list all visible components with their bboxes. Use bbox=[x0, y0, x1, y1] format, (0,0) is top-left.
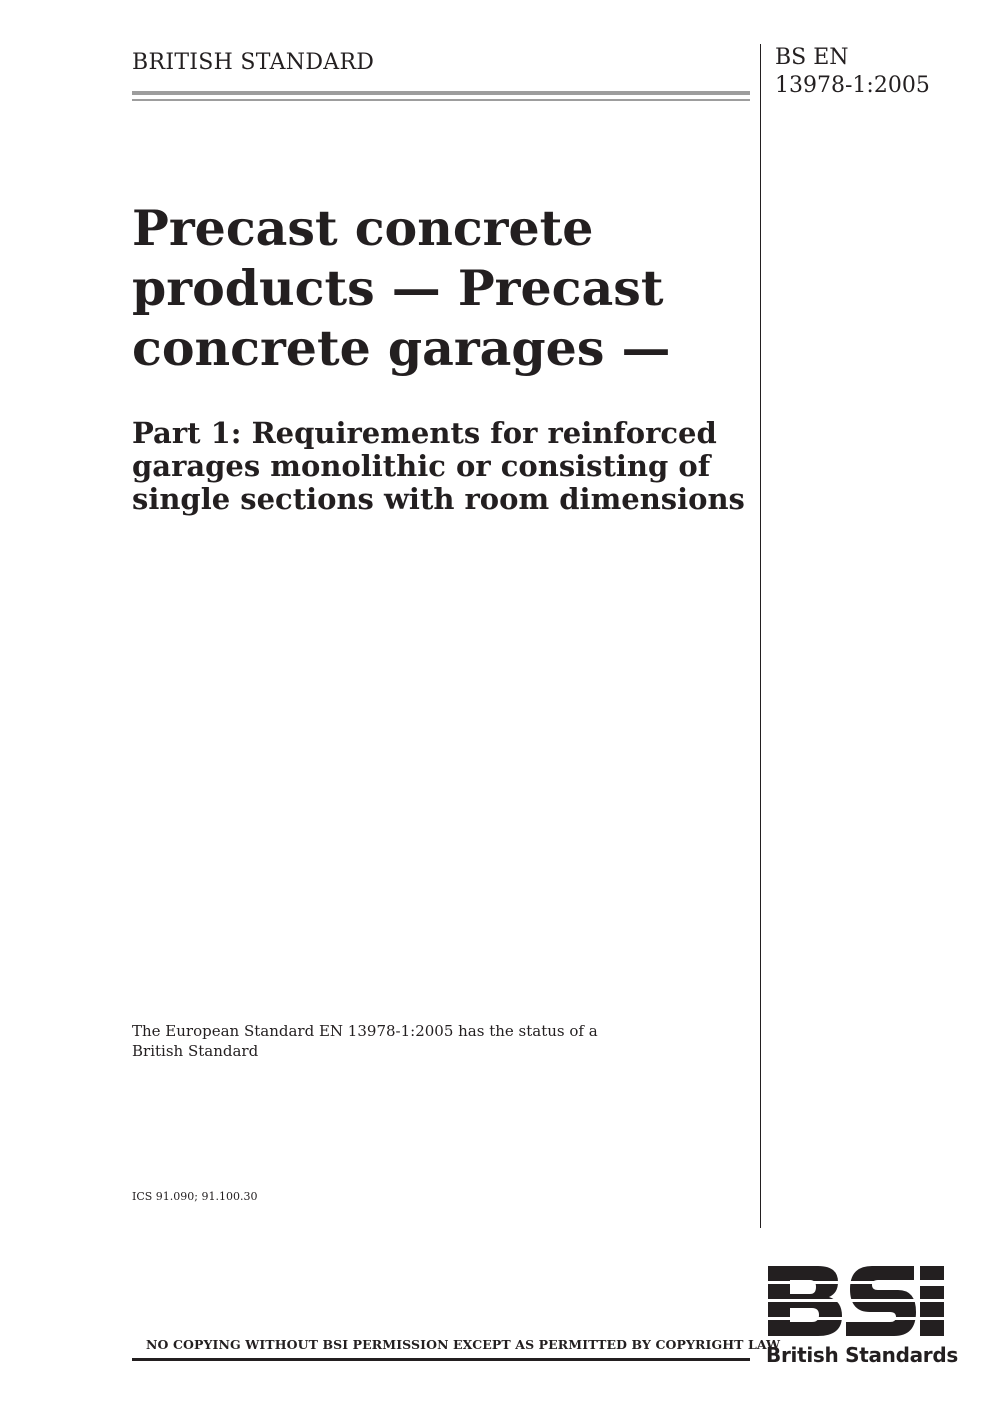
ics-code: ICS 91.090; 91.100.30 bbox=[132, 1190, 258, 1203]
status-note-line-1: The European Standard EN 13978-1:2005 has the status of a bbox=[132, 1022, 598, 1040]
standard-number-line-1: BS EN bbox=[775, 45, 849, 70]
status-note bbox=[132, 1021, 598, 1061]
part-title-line-1: Part 1: Requirements for reinforced bbox=[132, 416, 717, 450]
header-rule-thick bbox=[132, 91, 750, 95]
vertical-divider bbox=[760, 44, 761, 1228]
part-title bbox=[132, 417, 745, 516]
standard-number bbox=[775, 44, 930, 100]
main-title-line-2: products — Precast bbox=[132, 259, 664, 317]
header-label: BRITISH STANDARD bbox=[132, 50, 375, 75]
main-title bbox=[132, 198, 671, 378]
bsi-logo bbox=[766, 1262, 958, 1370]
standard-number-line-2: 13978-1:2005 bbox=[775, 73, 930, 98]
copyright-notice: NO COPYING WITHOUT BSI PERMISSION EXCEPT AS PERMITTED BY COPYRIGHT LAW bbox=[146, 1337, 781, 1352]
status-note-line-2: British Standard bbox=[132, 1042, 259, 1060]
part-title-line-3: single sections with room dimensions bbox=[132, 482, 745, 516]
main-title-line-1: Precast concrete bbox=[132, 199, 594, 257]
bsi-logo-icon bbox=[766, 1262, 946, 1342]
footer-rule bbox=[132, 1358, 750, 1361]
part-title-line-2: garages monolithic or consisting of bbox=[132, 449, 711, 483]
main-title-line-3: concrete garages — bbox=[132, 319, 671, 377]
header-rule-thin bbox=[132, 99, 750, 101]
bsi-logo-caption: British Standards bbox=[766, 1343, 958, 1367]
